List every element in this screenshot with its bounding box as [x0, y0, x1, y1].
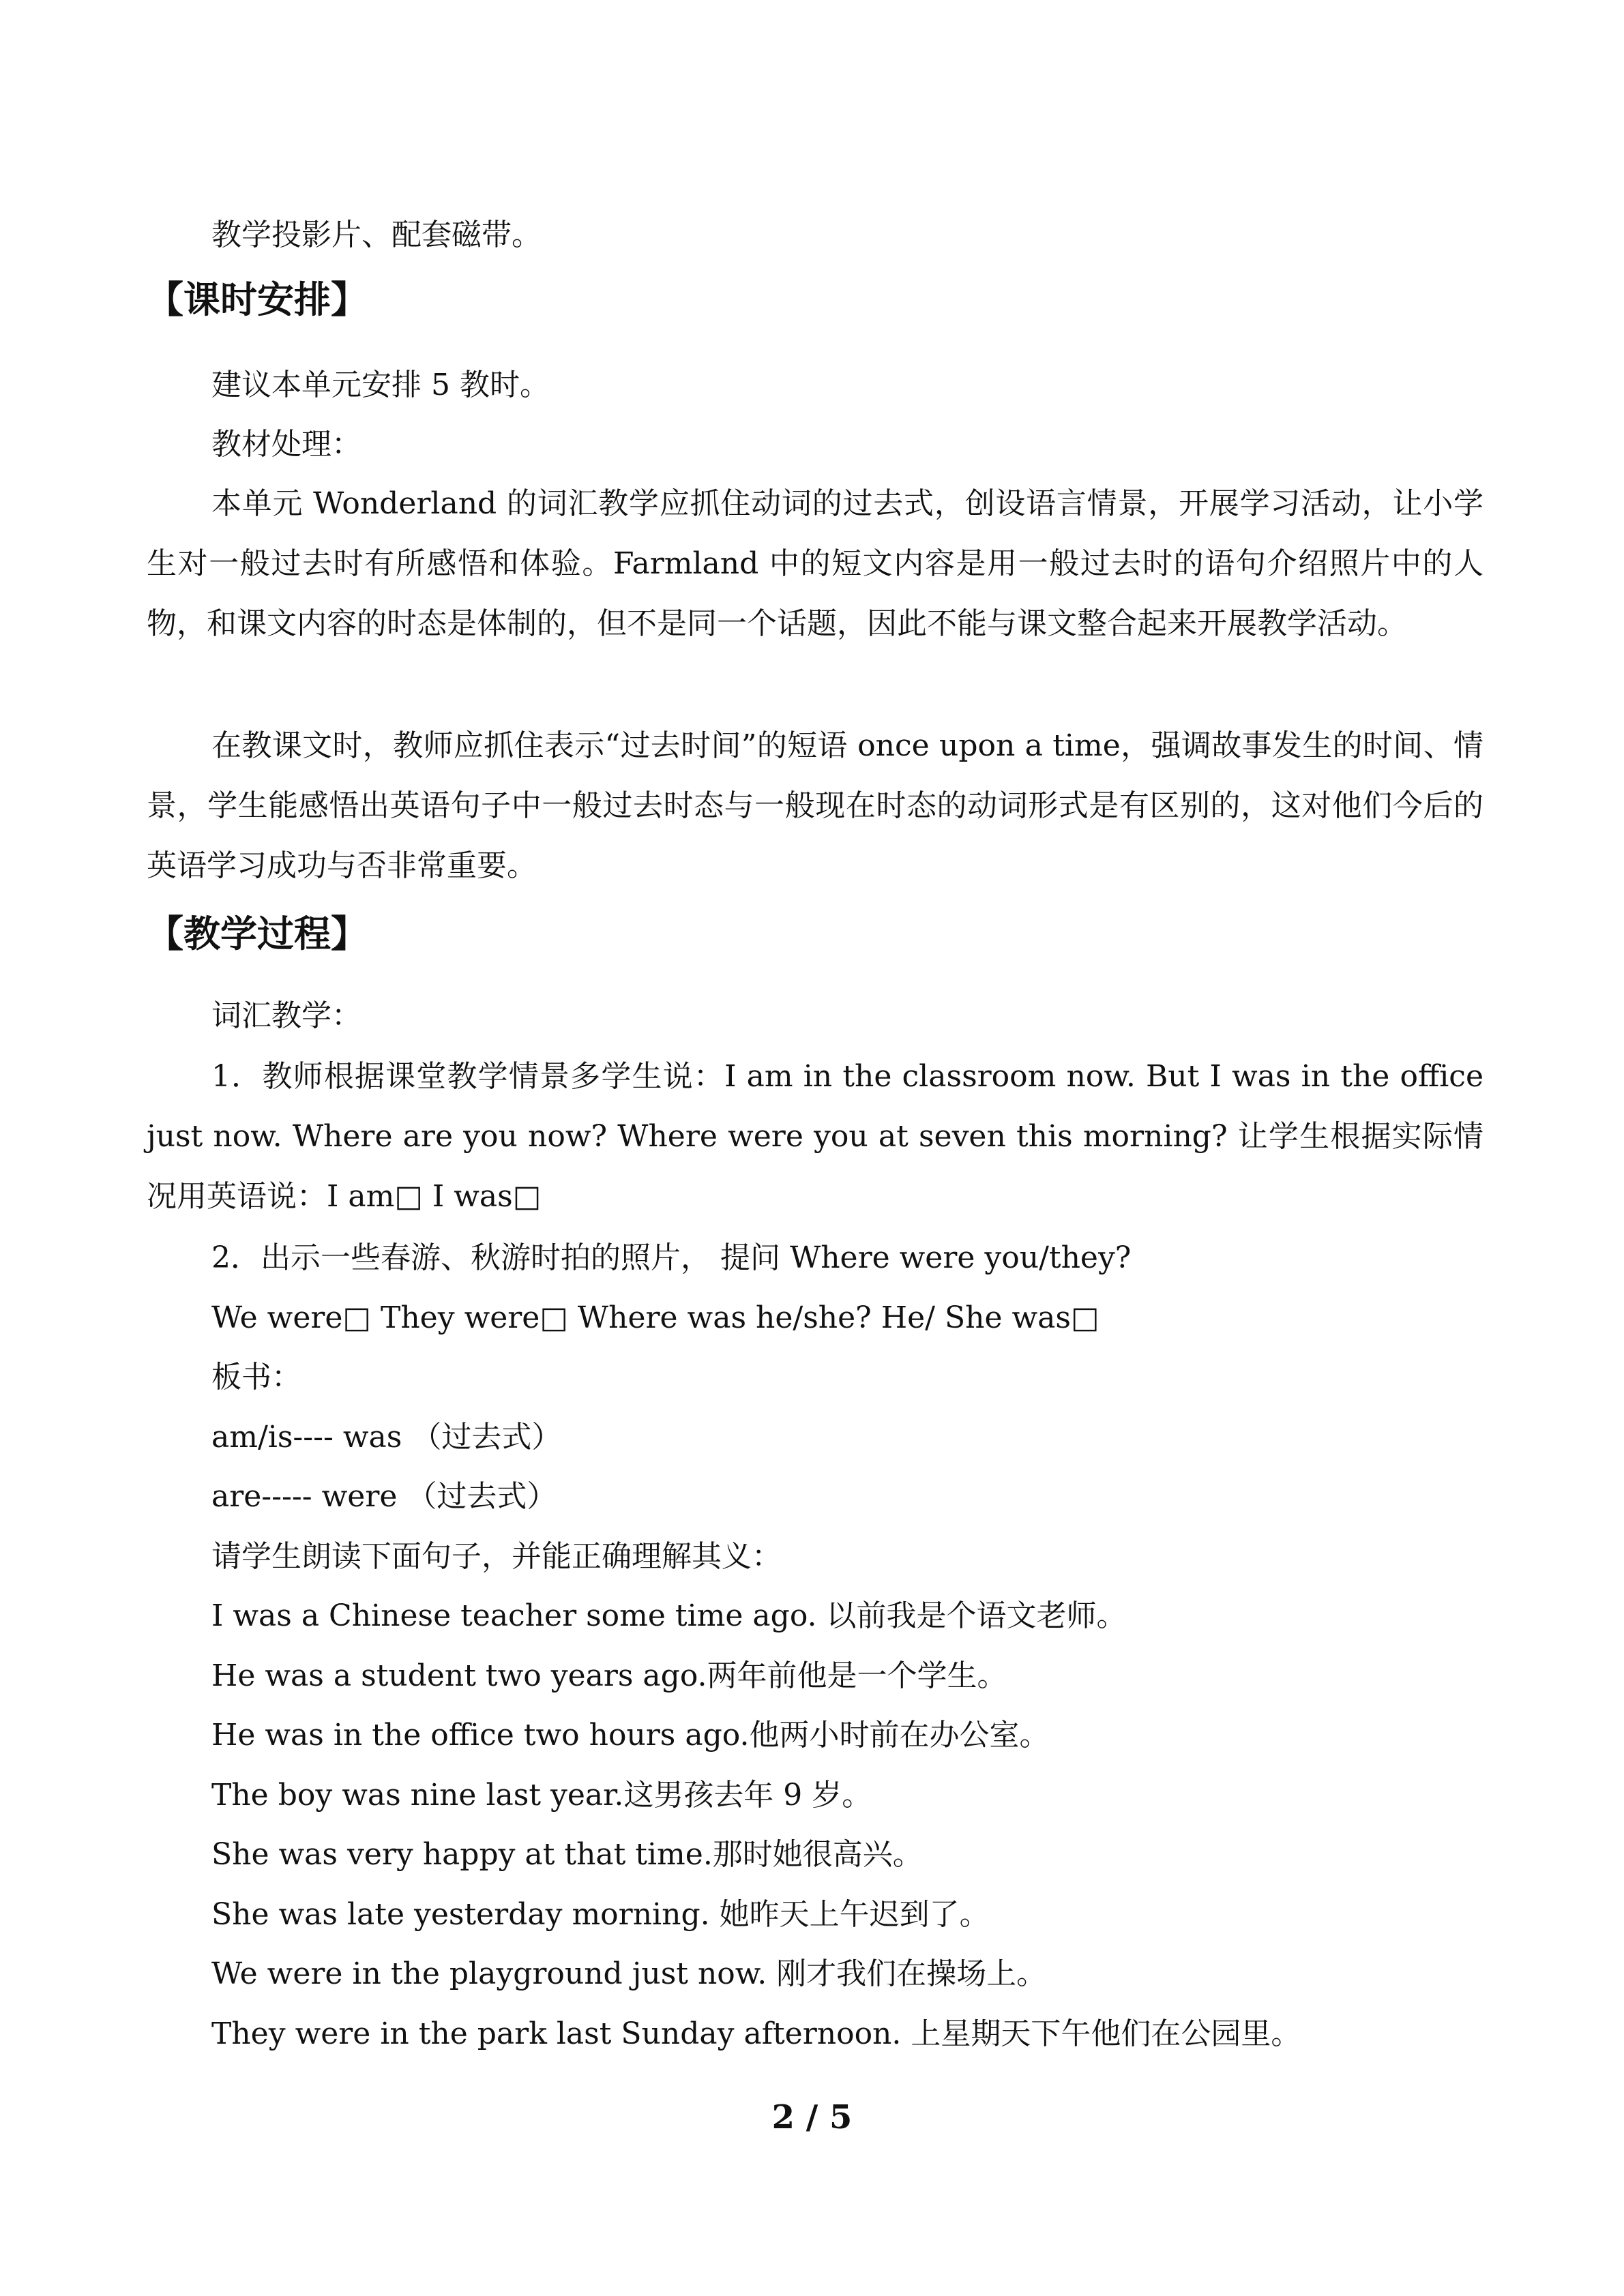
- board-line-2: are----- were （过去式）: [211, 1479, 557, 1514]
- vocab-teaching-label: 词汇教学：: [211, 998, 361, 1033]
- step-2: 2．出示一些春游、秋游时拍的照片， 提问 Where were you/they?: [211, 1240, 1132, 1275]
- section-heading-schedule: 【课时安排】: [147, 278, 368, 321]
- paragraph-wonderland: 本单元 Wonderland 的词汇教学应抓住动词的过去式，创设语言情景，开展学习活动，让小学生对一般过去时有所感悟和体验。Farmland 中的短文内容是用一般过去时的语句介绍照片中的人物，和课文内容的时态是体制的，但不是同一个话题，因此不能与课文整合起来开展教学活动。: [147, 486, 1483, 641]
- example-sentence: He was in the office two hours ago.他两小时前在办公室。: [211, 1718, 1050, 1753]
- board-line-1: am/is---- was （过去式）: [211, 1420, 562, 1455]
- step-2-answers: We were□ They were□ Where was he/she? He/ She was□: [211, 1300, 1099, 1335]
- material-processing-label: 教材处理：: [211, 427, 361, 462]
- section-heading-process: 【教学过程】: [147, 912, 368, 955]
- example-sentence: The boy was nine last year.这男孩去年 9 岁。: [211, 1778, 872, 1813]
- example-sentence: We were in the playground just now. 刚才我们在操场上。: [211, 1956, 1047, 1991]
- paragraph-once-upon-a-time: 在教课文时，教师应抓住表示“过去时间”的短语 once upon a time，强调故事发生的时间、情景，学生能感悟出英语句子中一般过去时态与一般现在时态的动词形式是有区别的，这对他们今后的英语学习成功与否非常重要。: [147, 728, 1483, 883]
- read-instruction: 请学生朗读下面句子，并能正确理解其义：: [211, 1539, 782, 1574]
- step-1: 1．教师根据课堂教学情景多学生说：I am in the classroom now. But I was in the office just now. Where are you now? Where were you at seven this morning? 让学生根据实际情况用英语说：I am□ I was□: [147, 1059, 1483, 1214]
- materials-line: 教学投影片、配套磁带。: [211, 218, 542, 252]
- example-sentence: They were in the park last Sunday afternoon. 上星期天下午他们在公园里。: [211, 2016, 1301, 2051]
- page-number: 2 / 5: [771, 2098, 853, 2136]
- schedule-suggestion: 建议本单元安排 5 教时。: [211, 368, 550, 402]
- example-sentence: She was very happy at that time.那时她很高兴。: [211, 1837, 923, 1872]
- example-sentence: I was a Chinese teacher some time ago. 以前我是个语文老师。: [211, 1598, 1127, 1633]
- example-sentence: He was a student two years ago.两年前他是一个学生。: [211, 1658, 1007, 1693]
- example-sentence: She was late yesterday morning. 她昨天上午迟到了。: [211, 1897, 990, 1932]
- board-label: 板书：: [211, 1360, 301, 1395]
